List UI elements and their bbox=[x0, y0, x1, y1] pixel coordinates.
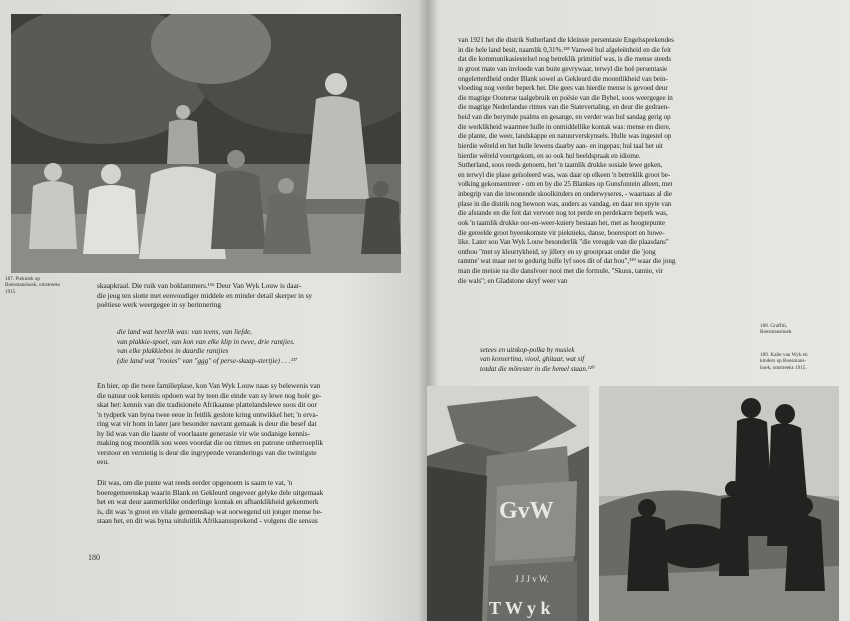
text-line: Dit was, om die punte wat reeds eerder opgenoem is saam te vat, 'n bbox=[97, 478, 293, 487]
text-line: die plante, die weer, landskappe en natuurverskynsels. Hulle was ingestel op bbox=[458, 132, 672, 141]
caption-line: 189. Kalie van Wyk en bbox=[760, 352, 808, 358]
text-line: Sutherland, soos reeds genoem, het 'n taamlik drukke sosiale lewe geken, bbox=[458, 161, 663, 170]
text-line: die jeug ten slotte met eenvoudiger middele en minder detail skerper in sy bbox=[97, 290, 313, 300]
children-photo bbox=[599, 386, 839, 621]
poem-line: die land wat heerlik was: van teens, van liefde, bbox=[117, 328, 252, 336]
paragraph-2 bbox=[97, 381, 402, 467]
poem-line: (die land wat "rooies" van "ggg" of perse-skaap-stertjie) . . .¹¹⁷ bbox=[117, 356, 298, 365]
graffiti-text-gvw: GvW bbox=[499, 498, 554, 524]
text-line: making nog moontlik sou wees voordat die ou ritmes en patrone onherroeplik bbox=[97, 438, 323, 448]
text-line: dat die kommunikasiestelsel nog betreklik primitief was, is die mense steeds bbox=[458, 55, 672, 64]
text-line: skaapkraal. Die ruik van boklammers.¹¹⁶ Deur Van Wyk Louw is daar- bbox=[97, 281, 302, 290]
text-line: hierdie wêreld en het hulle lewens daarby aan- en ingepas; hul taal het uit bbox=[458, 141, 663, 150]
text-line: man die meisie na die danslvoer nooi met die formule, "Skuus, tannie, vir bbox=[458, 267, 664, 275]
text-line: het en wat deur aanmerklike onderlinge kontak en afhanklikheid gekenmerk bbox=[97, 497, 319, 507]
text-line: ring wat vir hom in later jare besonder navrant gemaak is deur die besef dat bbox=[97, 419, 317, 429]
text-line: ongeletterdheid onder Blank sowel as Gekleurd die moontlikheid van bein- bbox=[458, 74, 668, 83]
text-line: in groot mate van invloede van buite gevrywaar, terwyl die hoë persentasie bbox=[458, 64, 668, 73]
text-line: en terwyl die plase geïsoleerd was, was daar op elkeen 'n betreklik groot be- bbox=[458, 170, 671, 179]
picnic-photo bbox=[11, 14, 401, 273]
text-line: plase in die distrik nog bewoon was, anders as vandag, en daar ten spyte van bbox=[458, 199, 672, 208]
text-line: staan het, en dit was byna uitsluitlik Afrikaanssprekend - volgens die sensus bbox=[97, 516, 318, 526]
caption-line: 187. Piekniek op bbox=[5, 276, 41, 282]
right-column bbox=[458, 36, 786, 286]
poem-line: van elke plakkiebos in daardie rantjies bbox=[117, 347, 229, 356]
caption-line: kinders op Boesmans- bbox=[760, 358, 807, 365]
text-line: die magtige Nederlandse ritmes van die Statevertaling, en deur die gedraen- bbox=[458, 103, 670, 112]
text-line: En hier, op die twee familieplase, kon Van Wyk Louw naas sy belewenis van bbox=[97, 381, 321, 390]
caption-187 bbox=[5, 276, 85, 295]
caption-188 bbox=[760, 323, 840, 336]
caption-line: Boesmanshoek. bbox=[760, 329, 793, 336]
text-line: skat het: kennis van die tradisionele Afrikaanse plattelandslewe soos dit oor bbox=[97, 400, 317, 410]
paragraph-3 bbox=[97, 478, 402, 526]
caption-189 bbox=[760, 352, 845, 371]
text-line: ramme' wat maar net te gedurig hulle lyf soos dit of dat hou",¹¹⁹ waar die jong bbox=[458, 257, 676, 266]
top-paragraph bbox=[97, 281, 402, 310]
text-line: die natuur ook kennis opdoen wat hy teen die einde van sy lewe nog hoër ge- bbox=[97, 390, 322, 400]
text-line: is, dit was 'n groot en vitale gemeenskap wat oorwegend uit jonger mense be- bbox=[97, 506, 323, 516]
text-line: hy lid was van die laaste of voorlaaste generasie vir wie sodanige kennis- bbox=[97, 428, 311, 438]
text-line: boeregemeenskap waarin Blank en Gekleurd ongeveer gelyke dele uitgemaak bbox=[97, 487, 324, 497]
poem-line: van konsertina, viool, ghitaar, wat sif bbox=[480, 355, 585, 364]
text-line: die werklikheid waarmee hulle in onmiddellike kontak was: mense en diere, bbox=[458, 122, 671, 131]
text-line: die magtige Oosterse taalgebruik en poësie van die Bybel, soos weergegee in bbox=[458, 93, 673, 102]
text-line: volking gekonsentreer - om en by die 25 Blankes op Gunsfontein alleen, met bbox=[458, 180, 673, 189]
graffiti-text-twyk: T W y k bbox=[489, 598, 551, 618]
text-line: onthou "met sy kleurrykheid, sy jillery en sy grootpraat onder die 'jong bbox=[458, 247, 656, 256]
text-line: ook 'n taamlik drukke oor-en-weer-kuiery bestaan het, met as hoogtepunte bbox=[458, 218, 665, 227]
poem-right bbox=[480, 346, 740, 374]
text-line: heid van die berymde psalms en gesange, en verder was hul sandag gerig op bbox=[458, 113, 671, 121]
text-line: die afstande en die feit dat vervoer nog tot perde en perdekarre beperk was, bbox=[458, 209, 668, 218]
text-line: hierdie wêreld voortgekom, en so ook hul beeldspraak en idiome. bbox=[458, 151, 641, 160]
text-line: vloeding nog verder beperk het. Die gees van hierdie mense is gevoed deur bbox=[458, 84, 668, 93]
caption-line: Boesmanshoek, omstreeks bbox=[5, 282, 61, 289]
text-line: verstoor en vernietig is deur die ingrypende veranderings van die twintigste bbox=[97, 447, 317, 457]
poem-line: setees en uitskop-polka by musiek bbox=[480, 346, 575, 354]
caption-line: 188. Graffiti, bbox=[760, 323, 788, 329]
text-line: like. Later sou Van Wyk Louw besonderlik "die vreugde van die plaasdans" bbox=[458, 238, 669, 247]
graffiti-text-jjjvw: J J J v W. bbox=[515, 574, 549, 584]
text-line: 'n tydperk van byna twee eeue in feitlik geslote kring ontwikkel het; 'n erva- bbox=[97, 409, 319, 419]
caption-line: hoek, omstreeks 1915. bbox=[760, 364, 807, 371]
page-number: 180 bbox=[88, 553, 100, 562]
text-line: inbegrip van die inwonende skoolkinders en onderwyseres, - waarnaas al die bbox=[458, 190, 672, 198]
text-line: in die hele land besit, naamlik 0,31%.¹¹⁸ Vanweë hul afgeleënheid en die feit bbox=[458, 45, 671, 54]
poem-line: totdat die môrester in die hemel staan.¹²⁰ bbox=[480, 364, 595, 373]
poem-line: van plakkie-spoel, van kon van elke klip in twee, drie rantjies. bbox=[117, 337, 295, 346]
text-line: van 1921 het die distrik Sutherland die kleinste persentasie Engelssprekendes bbox=[458, 36, 674, 44]
text-line: eeu. bbox=[97, 457, 109, 467]
text-line: die gereelde groot byeenkomste vir pieknieks, danse, boeresport en huwe- bbox=[458, 228, 665, 237]
text-line: die wals"; en Gladstone skryf weer van bbox=[458, 276, 568, 285]
poem-left bbox=[117, 328, 397, 366]
text-line: poëtiese werk weergegee in sy herinnering bbox=[97, 300, 222, 310]
graffiti-photo bbox=[427, 386, 589, 621]
caption-line: 1915. bbox=[5, 288, 17, 295]
